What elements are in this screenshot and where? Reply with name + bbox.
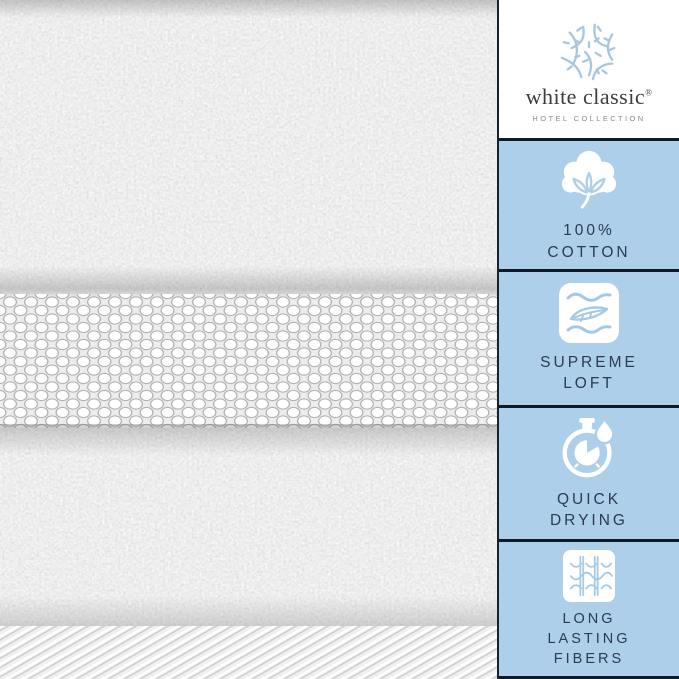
- feature-line: QUICK: [556, 490, 622, 508]
- feature-line: LOFT: [563, 375, 615, 392]
- feature-tile-fibers: [499, 539, 679, 679]
- brand-name: [526, 85, 653, 108]
- feature-line: FIBERS: [553, 650, 625, 667]
- botanical-wreath-icon: [550, 19, 628, 83]
- stopwatch-droplet-icon: [557, 416, 621, 480]
- feature-tile-loft: [499, 269, 679, 405]
- brand-tile: [499, 0, 679, 138]
- feature-label: [547, 220, 630, 263]
- feature-tile-cotton: [499, 138, 679, 269]
- feature-line: SUPREME: [540, 353, 638, 371]
- dobby-border-band: [0, 294, 497, 428]
- woven-fibers-icon: [563, 550, 615, 602]
- feature-label: [547, 609, 630, 669]
- feature-line: 100%: [563, 222, 615, 240]
- cotton-boll-icon: [558, 147, 620, 211]
- brand-name-text: white classic: [525, 84, 646, 110]
- feature-sidebar: [497, 0, 679, 679]
- feature-line: LASTING: [547, 630, 631, 647]
- feather-waves-icon: [559, 283, 619, 343]
- feature-tile-drying: [499, 405, 679, 539]
- brand-tagline: HOTEL COLLECTION: [532, 113, 646, 123]
- registered-mark: ®: [645, 88, 653, 99]
- twill-hem: [0, 626, 497, 679]
- feature-label: [550, 489, 628, 532]
- feature-line: COTTON: [547, 243, 631, 261]
- feature-line: DRYING: [549, 512, 628, 529]
- feature-label: [540, 352, 638, 395]
- feature-line: LONG: [562, 610, 616, 627]
